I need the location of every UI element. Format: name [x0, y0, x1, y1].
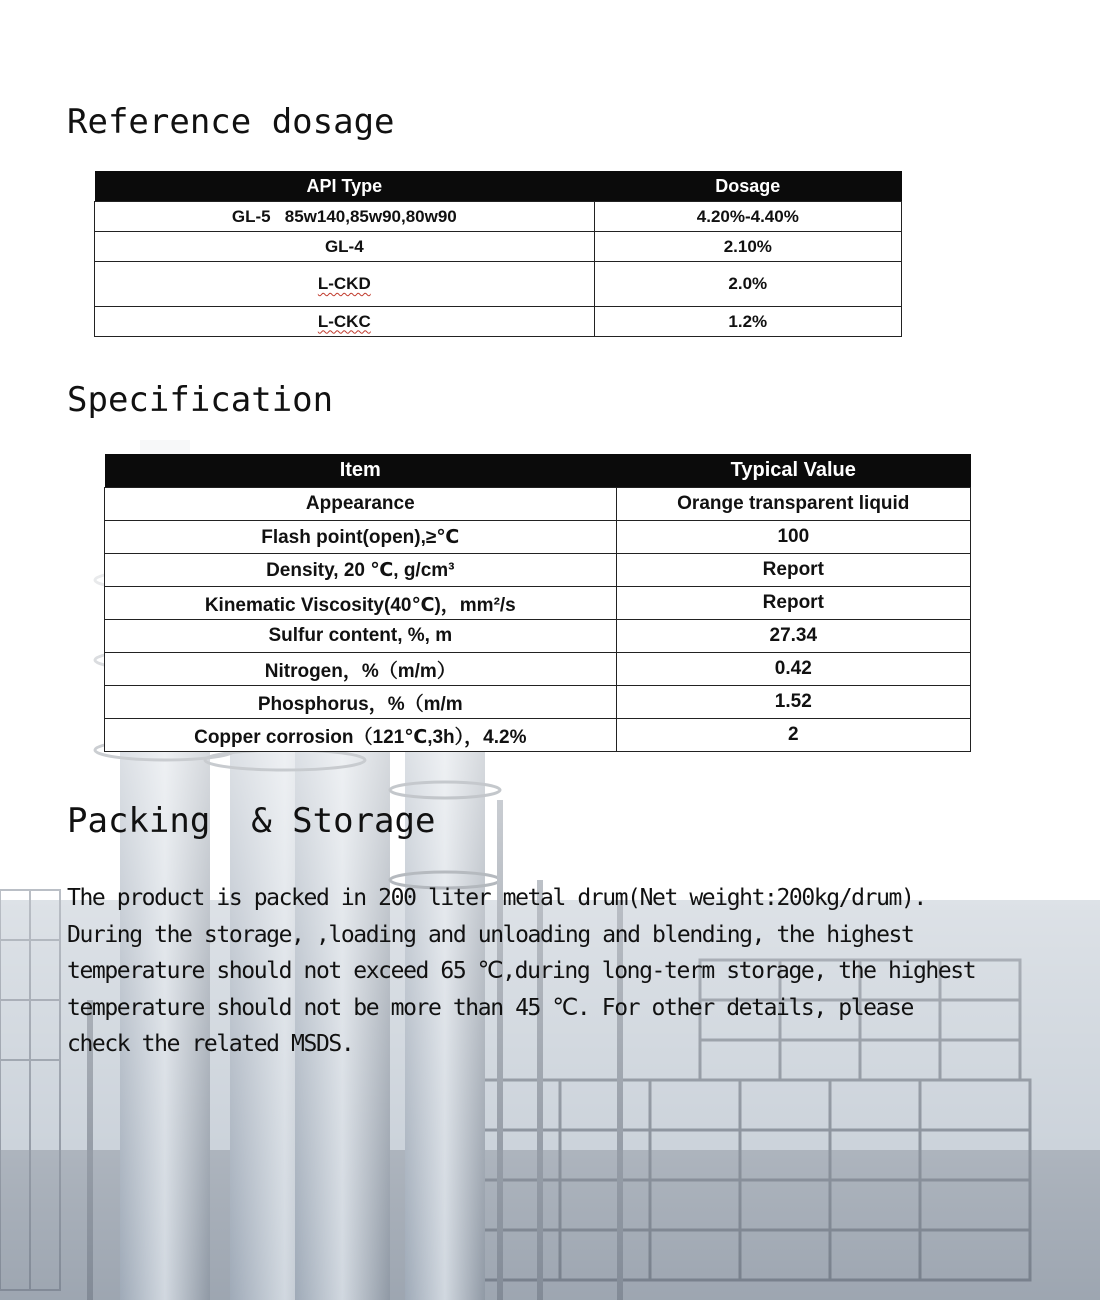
value-cell: 0.42 — [616, 653, 970, 686]
table-row — [95, 307, 902, 337]
column-header-item: Item — [105, 454, 617, 488]
item-cell: Sulfur content, %, m — [105, 620, 617, 653]
paragraph-line: The product is packed in 200 liter metal drum(Net weight:200kg/drum). — [67, 885, 926, 911]
api-type-cell — [95, 307, 595, 337]
table-header-row — [105, 454, 971, 488]
value-cell: 100 — [616, 521, 970, 554]
packing-storage-heading: Packing & Storage — [67, 801, 436, 841]
table-row — [105, 620, 971, 653]
dosage-cell: 4.20%-4.40% — [594, 202, 901, 232]
dosage-cell: 2.0% — [594, 262, 901, 307]
reference-dosage-table — [94, 171, 902, 337]
table-row — [105, 587, 971, 620]
table-row — [105, 554, 971, 587]
item-cell: Flash point(open),≥℃ — [105, 521, 617, 554]
table-row — [105, 521, 971, 554]
value-cell: 1.52 — [616, 686, 970, 719]
dosage-cell: 1.2% — [594, 307, 901, 337]
table-row — [105, 686, 971, 719]
packing-storage-paragraph — [67, 880, 1057, 1063]
specification-heading: Specification — [67, 380, 334, 420]
item-cell: Nitrogen，%（m/m） — [105, 653, 617, 686]
paragraph-line: check the related MSDS. — [67, 1031, 354, 1058]
table-row — [95, 202, 902, 232]
api-type-cell: GL-4 — [95, 232, 595, 262]
paragraph-line: temperature should not be more than 45 ℃. For other details, please — [67, 994, 913, 1021]
value-cell: Orange transparent liquid — [616, 488, 970, 521]
api-type-cell — [95, 262, 595, 307]
paragraph-line: temperature should not exceed 65 ℃,during long-term storage, the highest — [67, 958, 976, 985]
table-row — [95, 232, 902, 262]
value-cell: Report — [616, 554, 970, 587]
dosage-cell: 2.10% — [594, 232, 901, 262]
value-cell: 2 — [616, 719, 970, 752]
column-header-dosage: Dosage — [594, 171, 901, 202]
table-row — [105, 653, 971, 686]
item-cell: Phosphorus，%（m/m — [105, 686, 617, 719]
api-type-text: L-CKD — [317, 274, 371, 293]
item-cell: Kinematic Viscosity(40℃)，mm²/s — [105, 587, 617, 620]
specification-table — [104, 454, 971, 752]
value-cell: 27.34 — [616, 620, 970, 653]
item-cell: Density, 20 ℃, g/cm³ — [105, 554, 617, 587]
reference-dosage-heading: Reference dosage — [67, 102, 395, 142]
table-row — [105, 719, 971, 752]
column-header-typical-value: Typical Value — [616, 454, 970, 488]
column-header-api-type: API Type — [95, 171, 595, 202]
table-row — [95, 262, 902, 307]
table-row — [105, 488, 971, 521]
item-cell: Copper corrosion（121℃,3h），4.2% — [105, 719, 617, 752]
paragraph-line: During the storage, ,loading and unloading and blending, the highest — [67, 921, 914, 948]
value-cell: Report — [616, 587, 970, 620]
table-header-row — [95, 171, 902, 202]
item-cell: Appearance — [105, 488, 617, 521]
api-type-cell: GL-5 85w140,85w90,80w90 — [95, 202, 595, 232]
api-type-text: L-CKC — [317, 311, 371, 331]
